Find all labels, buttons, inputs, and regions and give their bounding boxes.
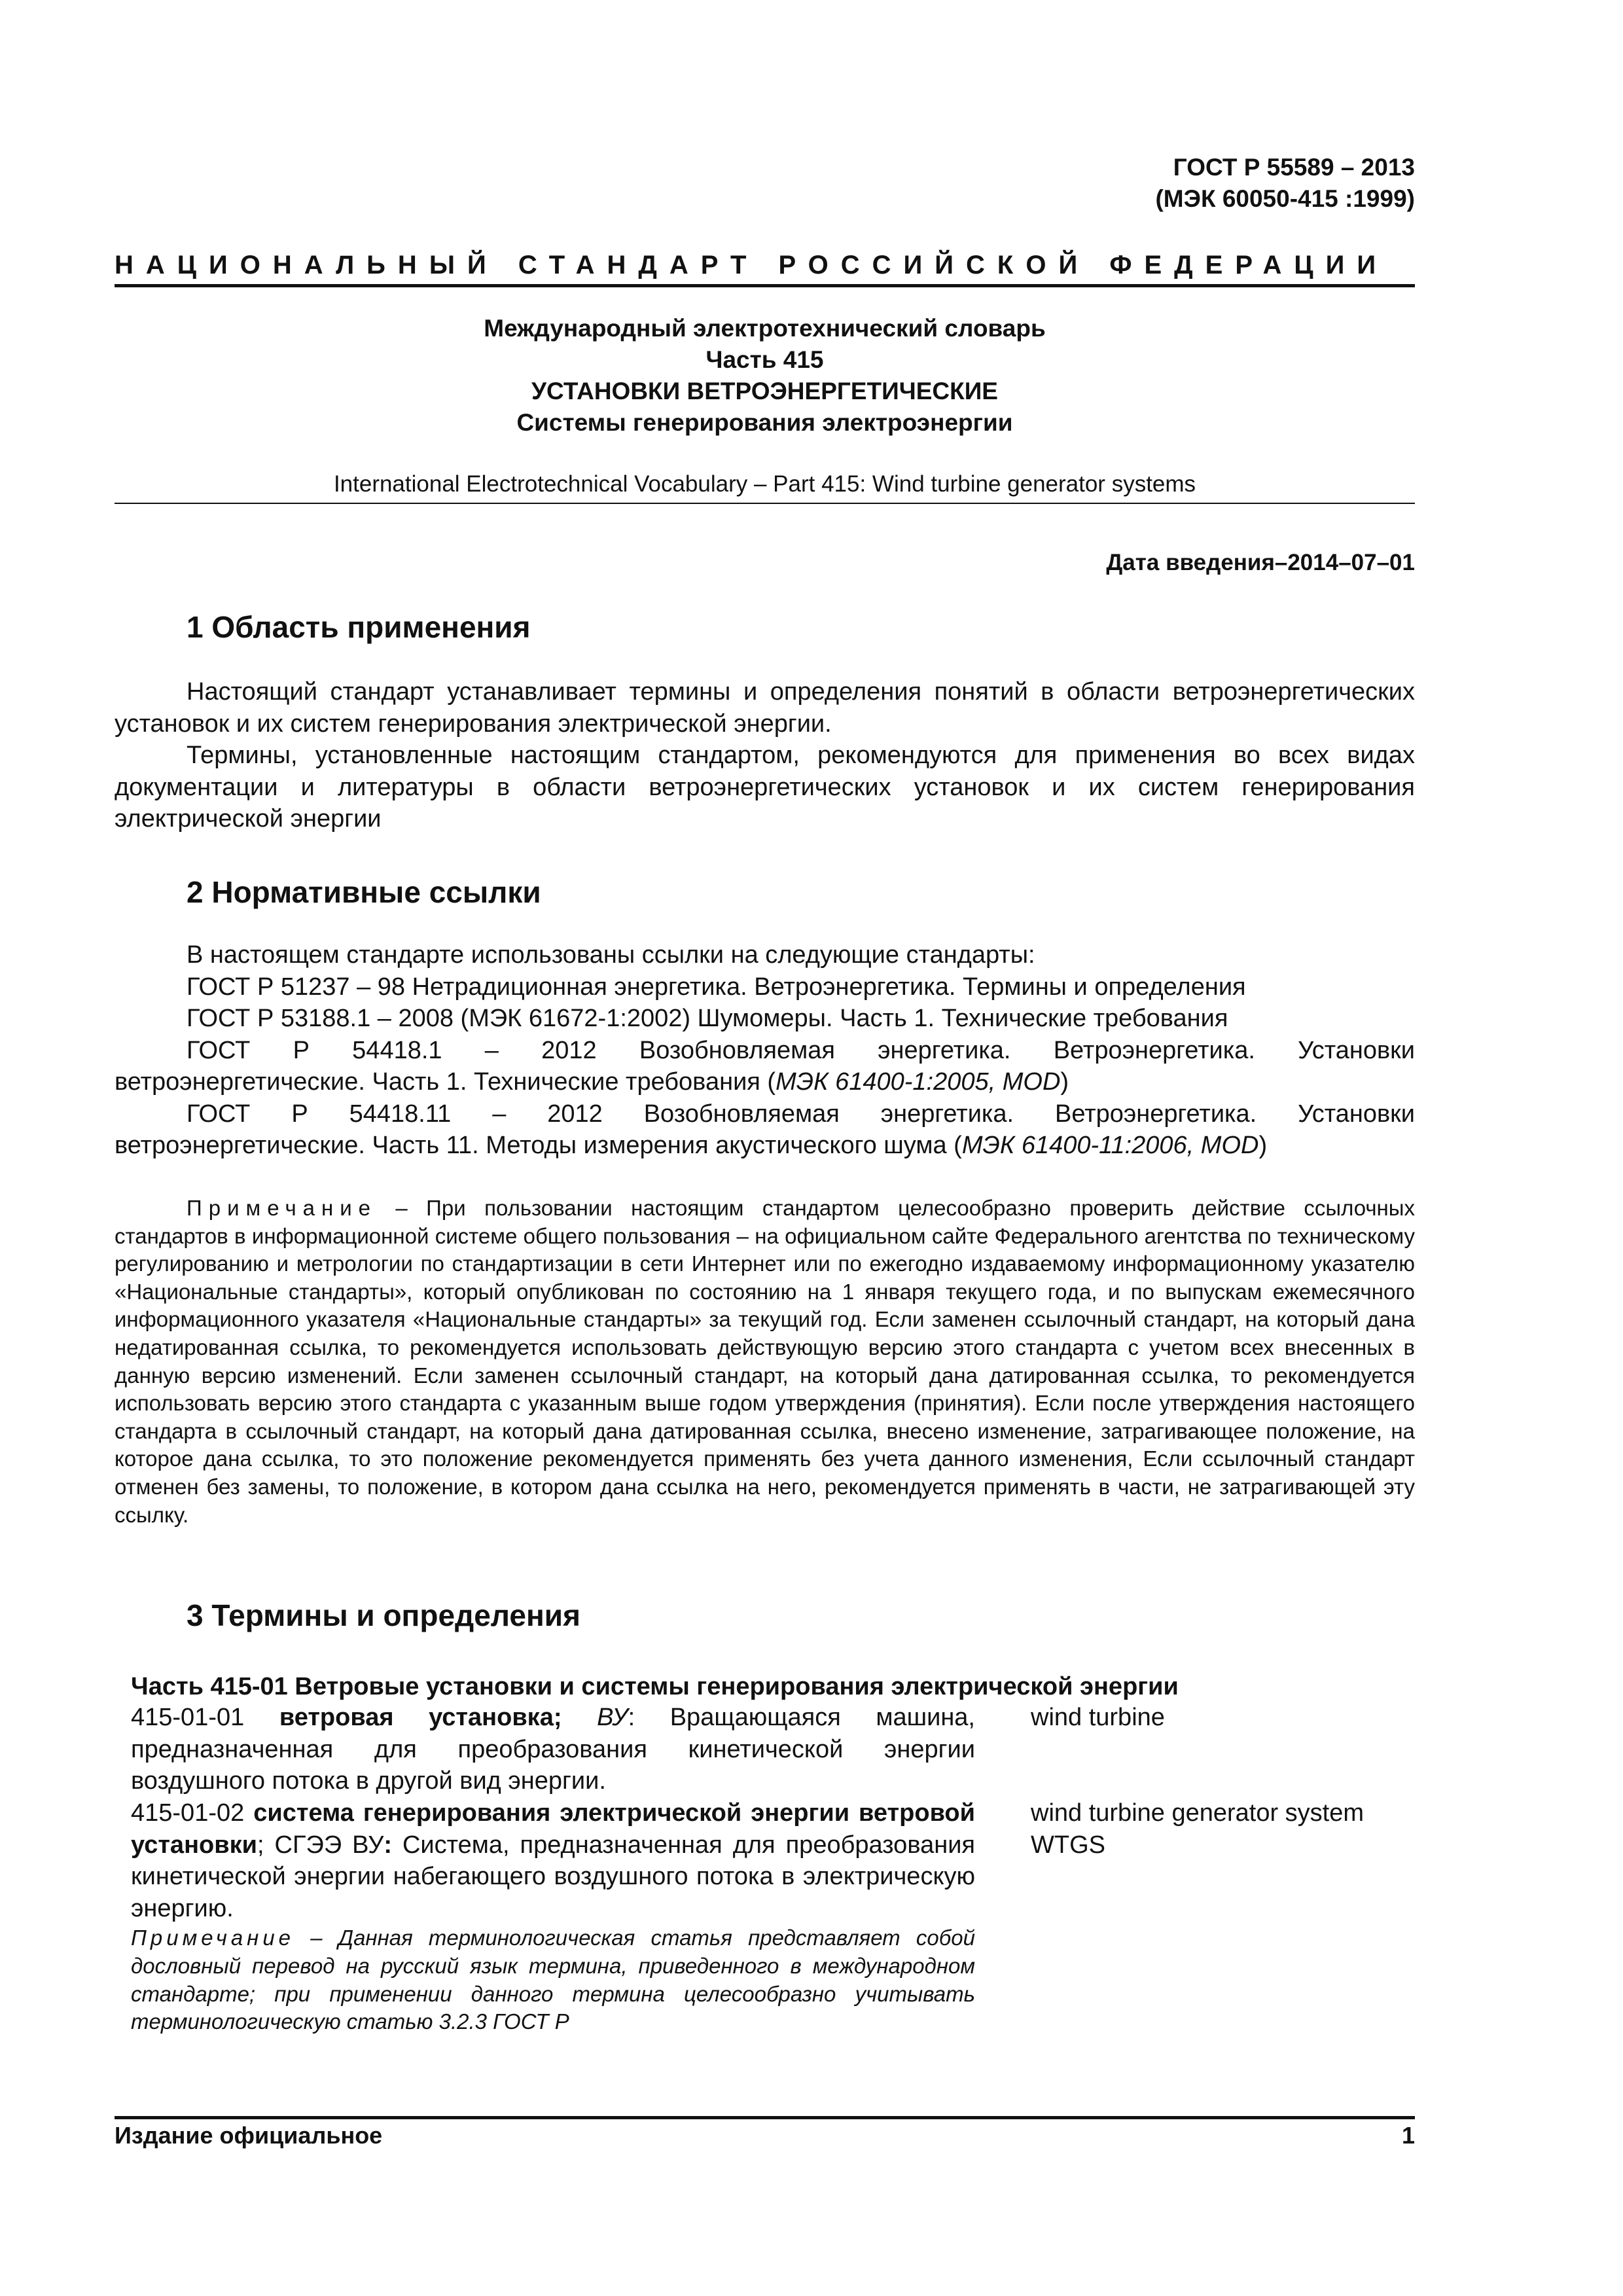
- title-line-3: УСТАНОВКИ ВЕТРОЭНЕРГЕТИЧЕСКИЕ: [531, 378, 998, 404]
- reference-iec-code: МЭК 61400-11:2006, MOD: [961, 1132, 1259, 1159]
- references-note: [115, 1194, 1415, 1529]
- title-rule: [115, 503, 1415, 504]
- document-title: [115, 313, 1415, 439]
- reference-text: ): [1258, 1132, 1268, 1159]
- section-3-heading: 3 Термины и определения: [187, 1598, 580, 1632]
- english-equivalent: [1031, 1797, 1423, 1861]
- term-note-label: Примечание: [131, 1926, 295, 1950]
- note-label: Примечание: [187, 1196, 378, 1220]
- reference-iec-code: МЭК 61400-1:2005, MOD: [776, 1068, 1061, 1096]
- title-line-1: Международный электротехнический словарь: [484, 315, 1046, 342]
- section-1-body: [115, 676, 1415, 835]
- term-abbreviation: ; СГЭЭ ВУ: [257, 1831, 384, 1859]
- reference-text: ветроэнергетические. Часть 1. Технические требования (: [115, 1068, 776, 1096]
- page-number: 1: [1401, 2122, 1415, 2149]
- term-entry-415-01-02: [131, 1797, 975, 1924]
- document-number-block: [1155, 152, 1415, 215]
- term-abbreviation: ВУ: [562, 1704, 628, 1731]
- national-standard-banner: НАЦИОНАЛЬНЫЙ СТАНДАРТ РОССИЙСКОЙ ФЕДЕРАЦИИ: [115, 251, 1389, 279]
- references-intro: В настоящем стандарте использованы ссылки на следующие стандарты:: [187, 941, 1035, 969]
- term-entry-415-01-01: [131, 1702, 975, 1797]
- section-1-heading: 1 Область применения: [187, 610, 531, 644]
- english-term: wind turbine generator system: [1031, 1799, 1364, 1827]
- term-definition: : Вращающаяся машина, предназначенная для преобразования кинетической энергии воздушного потока в другой вид энергии.: [131, 1704, 975, 1795]
- note-text: – При пользовании настоящим стандартом целесообразно проверить действие ссылочных стандартов в информационной системе общего пользования – на официальном сайте Федерального агентства по техническому регулированию и метрологии по стандартизации в сети Интернет или по ежегодно издаваемому информационному указателю «Национальные стандарты», который опубликован по состоянию на 1 января текущего года, и по выпускам ежемесячного информационного указателя «Национальные стандарты» за текущий год. Если заменен ссылочный стандарт, на который дана недатированная ссылка, то рекомендуется использовать действующую версию этого стандарта с учетом всех внесенных в данную версию изменений. Если заменен ссылочный стандарт, на который дана датированная ссылка, то рекомендуется использовать версию этого стандарта с указанным выше годом утверждения (принятия). Если после утверждения настоящего стандарта в ссылочный стандарт, на который дана датированная ссылка, внесено изменение, затрагивающее положение, на которое дана ссылка, то это положение рекомендуется применять без учета данного изменения, Если ссылочный стандарт отменен без замены, то положение, в котором дана ссылка на него, рекомендуется применять в части, не затрагивающей эту ссылку.: [115, 1196, 1415, 1527]
- reference-item: ГОСТ Р 53188.1 – 2008 (МЭК 61672-1:2002) Шумомеры. Часть 1. Технические требования: [187, 1005, 1228, 1032]
- section-1-paragraph-2: Термины, установленные настоящим стандартом, рекомендуются для применения во всех видах документации и литературы в области ветроэнергетических установок и их систем генерирования электрической энергии: [115, 742, 1415, 833]
- reference-text: ветроэнергетические. Часть 11. Методы измерения акустического шума (: [115, 1132, 962, 1159]
- iec-number: (МЭК 60050-415 :1999): [1155, 185, 1415, 212]
- term-colon: :: [383, 1831, 392, 1859]
- term-number: 415-01-01: [131, 1704, 279, 1731]
- part-heading: Часть 415-01 Ветровые установки и системы генерирования электрической энергии: [131, 1673, 1179, 1700]
- english-equivalent: wind turbine: [1031, 1704, 1165, 1731]
- section-1-paragraph-1: Настоящий стандарт устанавливает термины и определения понятий в области ветроэнергетических установок и их систем генерирования электрической энергии.: [115, 678, 1415, 738]
- footer-rule: [115, 2116, 1415, 2119]
- reference-item-continuation: [115, 1066, 1415, 1098]
- introduction-date: Дата введения–2014–07–01: [1106, 550, 1415, 575]
- reference-text: ): [1060, 1068, 1069, 1096]
- header-rule: [115, 284, 1415, 287]
- term-number: 415-01-02: [131, 1799, 254, 1827]
- reference-item: ГОСТ Р 51237 – 98 Нетрадиционная энергетика. Ветроэнергетика. Термины и определения: [187, 973, 1246, 1001]
- title-line-2: Часть 415: [705, 346, 824, 373]
- section-2-heading: 2 Нормативные ссылки: [187, 875, 541, 909]
- english-abbreviation: WTGS: [1031, 1831, 1105, 1859]
- reference-item: ГОСТ Р 54418.11 – 2012 Возобновляемая энергетика. Ветроэнергетика. Установки: [187, 1100, 1415, 1128]
- official-edition-label: Издание официальное: [115, 2122, 383, 2149]
- term-note-text: – Данная терминологическая статья представляет собой дословный перевод на русский язык термина, приведенного в международном стандарте; при применении данного термина целесообразно учитывать терминологическую статью 3.2.3 ГОСТ Р: [131, 1926, 975, 2034]
- term-definition: Система, предназначенная для преобразования кинетической энергии набегающего воздушного потока в электрическую энергию.: [131, 1831, 975, 1922]
- term-name: система генерирования электрической энергии ветровой установки: [131, 1799, 975, 1859]
- title-line-4: Системы генерирования электроэнергии: [516, 409, 1013, 436]
- gost-number: ГОСТ Р 55589 – 2013: [1173, 154, 1415, 181]
- normative-references: [115, 939, 1415, 1162]
- reference-item: ГОСТ Р 54418.1 – 2012 Возобновляемая энергетика. Ветроэнергетика. Установки: [187, 1036, 1415, 1064]
- reference-item-continuation: [115, 1130, 1415, 1162]
- term-name: ветровая установка;: [279, 1704, 562, 1731]
- term-note: [131, 1924, 975, 2036]
- english-title: International Electrotechnical Vocabulary – Part 415: Wind turbine generator systems: [333, 471, 1196, 497]
